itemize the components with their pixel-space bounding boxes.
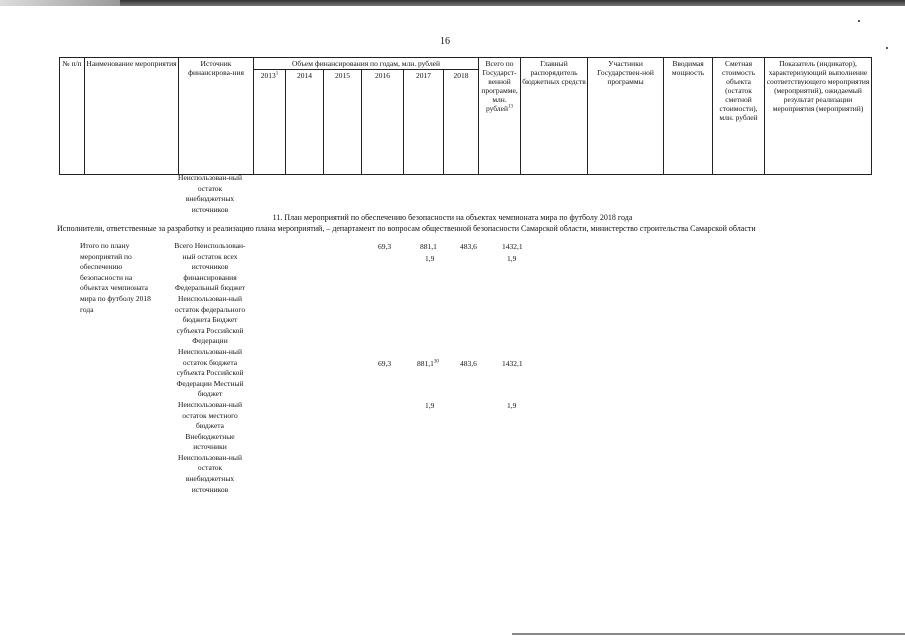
scan-top-edge-light [0, 0, 120, 6]
header-cost: Сметная стоимость объекта (остаток сметной стоимости), млн. рублей [713, 58, 765, 175]
summary-sources: Всего Неиспользован-ный остаток всех источников финансирования Федеральный бюджет Неиспользован-ный остаток федерального бюджета Бюджет субъекта Российской Федерации Неиспользован-ный остаток бюджета субъекта Российской Федерации Местный бюджет Неиспользован-ный остаток местного бюджета Внебюджетные источники Неиспользован-ный остаток внебюджетных источников [174, 241, 246, 494]
header-year-2015: 2015 [324, 70, 362, 175]
header-year-2014: 2014 [286, 70, 324, 175]
header-indicator: Показатель (индикатор), характеризующий выполнение соответствующего мероприятия (мероприятий), ожидаемый результат реализации мероприятия (мероприятий) [765, 58, 872, 175]
scan-top-edge [0, 0, 905, 6]
regional-total: 1432,1 [502, 359, 523, 368]
regional-2018: 483,6 [460, 359, 477, 368]
header-year-2016: 2016 [362, 70, 404, 175]
header-year-2013: 2013$^1$ [254, 70, 286, 175]
header-source: Источник финансирова-ния [179, 58, 254, 175]
table-header [59, 57, 872, 175]
header-participants: Участники Государствен-ной программы [588, 58, 664, 175]
header-name: Наименование мероприятия [85, 58, 179, 175]
unused-regional-total: 1,9 [507, 401, 517, 410]
regional-2017: 881,1$^{30}$ [417, 359, 439, 368]
section-executors: Исполнители, ответственные за разработку и реализацию плана мероприятий, – департамент по вопросам общественной безопасности Самарской области, министерство строительства Самарской области [57, 224, 756, 233]
header-capacity: Вводимая мощность [664, 58, 713, 175]
total-all: 1432,1 [502, 242, 523, 251]
scan-speck [858, 20, 860, 22]
header-year-2017: 2017 [404, 70, 444, 175]
total-2017: 881,1 [420, 242, 437, 251]
carryover-source-label: Неиспользован-ный остаток внебюджетных источников [178, 173, 242, 214]
header-year-2018: 2018 [444, 70, 479, 175]
total-2018: 483,6 [460, 242, 477, 251]
header-funding: Объем финансирования по годам, млн. рублей [254, 58, 479, 70]
regional-2016: 69,3 [378, 359, 392, 368]
header-total: Всего по Государст-венной программе, млн. рублей$^{13}$ [479, 58, 521, 175]
unused-all-2017: 1,9 [425, 254, 435, 263]
unused-regional-2017: 1,9 [425, 401, 435, 410]
scan-bottom-edge [512, 633, 905, 635]
scan-speck [886, 47, 888, 49]
section-title: 11. План мероприятий по обеспечению безопасности на объектах чемпионата мира по футболу 2018 года [272, 213, 633, 222]
total-2016: 69,3 [378, 242, 392, 251]
summary-name: Итого по плану мероприятий по обеспечению безопасности на объектах чемпионата мира по футболу 2018 года [80, 241, 151, 314]
header-number: № п/п [60, 58, 85, 175]
unused-all-total: 1,9 [507, 254, 517, 263]
page-number: 16 [440, 36, 450, 47]
header-admin: Главный распорядитель бюджетных средств [521, 58, 588, 175]
